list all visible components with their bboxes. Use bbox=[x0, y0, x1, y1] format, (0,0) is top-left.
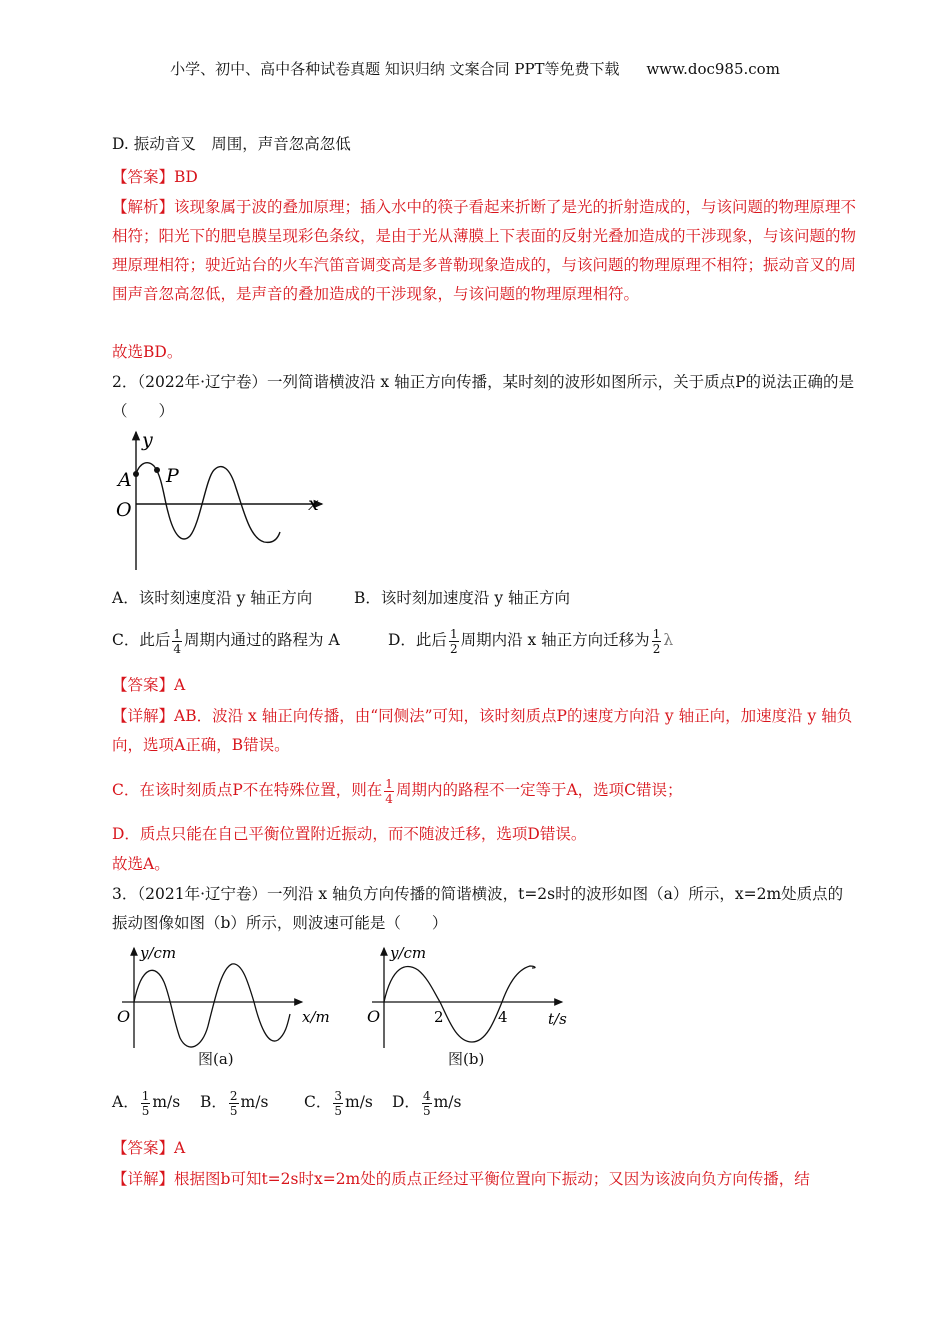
q2-answer: 【答案】A bbox=[112, 676, 186, 694]
q2-option-b: B．该时刻加速度沿 y 轴正方向 bbox=[354, 589, 571, 607]
tick-4: 4 bbox=[498, 1008, 508, 1026]
q3-answer: 【答案】A bbox=[112, 1139, 186, 1157]
y-label: y bbox=[142, 429, 153, 451]
q1-option-d: D. 振动音叉 周围，声音忽高忽低 bbox=[112, 135, 351, 153]
q3-stem: 3．（2021年·辽宁卷）一列沿 x 轴负方向传播的简谐横波，t=2s时的波形如图（a）所示，x=2m处质点的振动图像如图（b）所示，则波速可能是（ ） bbox=[112, 885, 844, 932]
origin-label: O bbox=[116, 499, 132, 521]
origin-label: O bbox=[117, 1007, 131, 1026]
page-header bbox=[0, 58, 950, 79]
q3-option-d: D． $\frac{4}{5}$ m/s bbox=[392, 1088, 462, 1118]
q2-option-a: A．该时刻速度沿 y 轴正方向 bbox=[112, 589, 313, 607]
vibration-curve bbox=[384, 966, 535, 1042]
q3-figure-a bbox=[112, 942, 342, 1052]
q2-stem: 2．（2022年·辽宁卷）一列简谐横波沿 x 轴正方向传播，某时刻的波形如图所示，关于质点P的说法正确的是（ ） bbox=[112, 373, 855, 420]
a-label: A bbox=[118, 469, 132, 491]
point-a bbox=[133, 471, 139, 477]
wave-curve bbox=[136, 463, 280, 543]
q1-analysis: 【解析】该现象属于波的叠加原理；插入水中的筷子看起来折断了是光的折射造成的，与该问题的物理原理不相符；阳光下的肥皂膜呈现彩色条纹，是由于光从薄膜上下表面的反射光叠加造成的干涉现象，与该问题的物理原理相符；驶近站台的火车汽笛音调变高是多普勒现象造成的，与该问题的物理原理不相符；振动音叉的周围声音忽高忽低，是声音的叠加造成的干涉现象，与该问题的物理原理相符。 bbox=[112, 198, 857, 303]
q2-option-d: D．此后 $\frac{1}{2}$ 周期内沿 x 轴正方向迁移为 $\frac{1}{2}$ λ bbox=[388, 626, 674, 656]
fraction-half: $\frac{1}{2}$ bbox=[449, 626, 458, 656]
q3-option-c: C． $\frac{3}{5}$ m/s bbox=[304, 1088, 373, 1118]
q3-option-b: B． $\frac{2}{5}$ m/s bbox=[200, 1088, 269, 1118]
x-label: x bbox=[308, 493, 319, 515]
q1-answer: 【答案】BD bbox=[112, 168, 198, 186]
origin-label: O bbox=[367, 1007, 381, 1026]
fraction-half-2: $\frac{1}{2}$ bbox=[652, 626, 661, 656]
q2-detail-ab: 【详解】AB．波沿 x 轴正向传播，由“同侧法”可知，该时刻质点P的速度方向沿 y 轴正向，加速度沿 y 轴负向，选项A正确，B错误。 bbox=[112, 707, 853, 754]
q3-caption-b: 图(b) bbox=[448, 1050, 485, 1068]
tick-2: 2 bbox=[434, 1008, 444, 1026]
q1-conclusion: 故选BD。 bbox=[112, 343, 183, 361]
fraction-quarter-detail: $\frac{1}{4}$ bbox=[385, 776, 393, 806]
q2-detail-c: C．在该时刻质点P不在特殊位置，则在 $\frac{1}{4}$ 周期内的路程不一定等于A，选项C错误； bbox=[112, 776, 683, 806]
q3-detail: 【详解】根据图b可知t=2s时x=2m处的质点正经过平衡位置向下振动；又因为该波向负方向传播，结 bbox=[112, 1170, 810, 1188]
header-text: 小学、初中、高中各种试卷真题 知识归纳 文案合同 PPT等免费下载 bbox=[170, 60, 620, 78]
q3-option-a: A． $\frac{1}{5}$ m/s bbox=[112, 1088, 181, 1118]
header-site: www.doc985.com bbox=[646, 60, 780, 78]
q3-caption-a: 图(a) bbox=[198, 1050, 234, 1068]
q3-figure-b bbox=[362, 942, 582, 1052]
q2-wave-figure bbox=[108, 428, 338, 576]
q2-detail-d: D．质点只能在自己平衡位置附近振动，而不随波迁移，选项D错误。 bbox=[112, 825, 587, 843]
x-label: x/m bbox=[302, 1008, 330, 1026]
x-label: t/s bbox=[548, 1010, 567, 1028]
y-label: y/cm bbox=[390, 944, 427, 962]
p-label: P bbox=[166, 465, 179, 487]
q2-option-c: C．此后 $\frac{1}{4}$ 周期内通过的路程为 A bbox=[112, 626, 340, 656]
fraction-quarter: $\frac{1}{4}$ bbox=[173, 626, 182, 656]
y-label: y/cm bbox=[140, 944, 177, 962]
wave-curve bbox=[134, 964, 290, 1047]
point-p bbox=[154, 467, 160, 473]
q2-conclusion: 故选A。 bbox=[112, 855, 170, 873]
